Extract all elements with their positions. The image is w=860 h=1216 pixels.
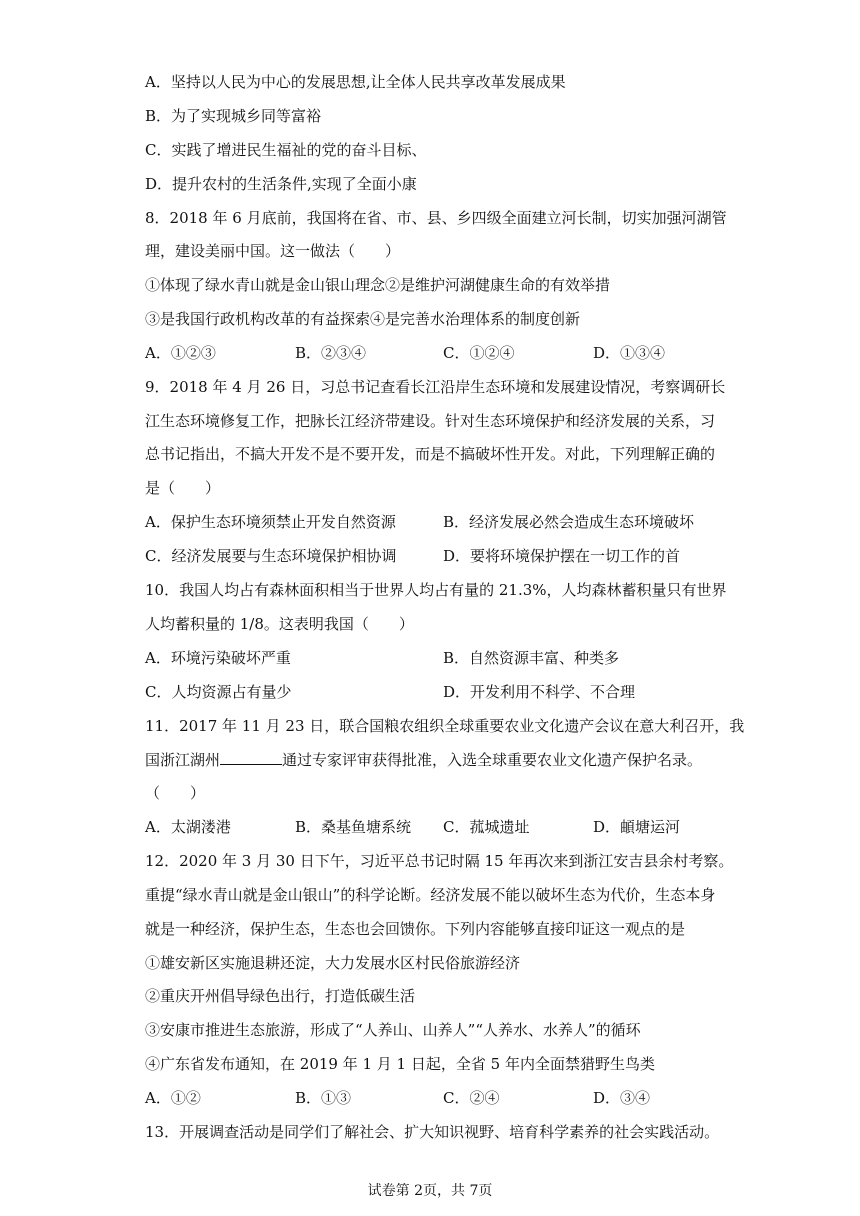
q12-statement-2: ②重庆开州倡导绿色出行，打造低碳生活 [145,987,416,1005]
q7-option-a: A．坚持以人民为中心的发展思想,让全体人民共享改革发展成果 [145,73,566,91]
q10-stem-line1: 10．我国人均占有森林面积相当于世界人均占有量的 21.3%，人均森林蓄积量只有世界 [145,581,727,599]
q9-stem-line1: 9．2018 年 4 月 26 日，习总书记查看长江沿岸生态环境和发展建设情况，考察调研长 [145,378,726,396]
q11-stem-line2 [145,750,702,770]
q9-stem-line2: 江生态环境修复工作，把脉长江经济带建设。针对生态环境保护和经济发展的关系，习 [145,412,716,430]
page-footer: 试卷第 2页，共 7页 [367,1183,493,1199]
q10-stem-line2: 人均蓄积量的 1/8。这表明我国（ ） [145,615,414,633]
q11-stem-line1: 11．2017 年 11 月 23 日，联合国粮农组织全球重要农业文化遗产会议在意大利召开，我 [145,717,745,735]
q7-option-b: B．为了实现城乡同等富裕 [145,107,322,125]
answer-blank [220,750,282,765]
q8-statement-1: ①体现了绿水青山就是金山银山理念②是维护河湖健康生命的有效举措 [145,276,611,294]
q11-stem-line3: （ ） [145,784,206,802]
q8-option-d: D．①③④ [593,344,666,362]
q11-option-c: C．菰城遗址 [443,818,530,836]
q10-option-d: D．开发利用不科学、不合理 [443,683,636,701]
q13-stem-line1: 13．开展调查活动是同学们了解社会、扩大知识视野、培育科学素养的社会实践活动。 [145,1123,720,1141]
q12-statement-1: ①雄安新区实施退耕还淀，大力发展水区村民俗旅游经济 [145,954,521,972]
q8-option-c: C．①②④ [443,344,515,362]
q10-option-c: C．人均资源占有量少 [145,683,292,701]
q8-stem-line1: 8．2018 年 6 月底前，我国将在省、市、县、乡四级全面建立河长制，切实加强河湖管 [145,209,727,227]
q10-option-a: A．环境污染破坏严重 [145,649,291,667]
q8-option-b: B．②③④ [295,344,367,362]
q8-stem-line2: 理，建设美丽中国。这一做法（ ） [145,242,401,260]
q9-stem-line4: 是（ ） [145,479,221,497]
q9-option-a: A．保护生态环境须禁止开发自然资源 [145,513,396,531]
q8-statement-2: ③是我国行政机构改革的有益探索④是完善水治理体系的制度创新 [145,310,581,328]
q10-option-b: B．自然资源丰富、种类多 [443,649,620,667]
q12-option-b: B．①③ [295,1089,352,1107]
q11-stem-line2-end: 通过专家评审获得批准，入选全球重要农业文化遗产保护名录。 [282,751,703,769]
q9-option-c: C．经济发展要与生态环境保护相协调 [145,547,397,565]
q12-stem-line2: 重提“绿水青山就是金山银山”的科学论断。经济发展不能以破坏生态为代价，生态本身 [145,886,716,904]
q9-option-b: B．经济发展必然会造成生态环境破坏 [443,513,695,531]
q7-option-d: D．提升农村的生活条件,实现了全面小康 [145,175,417,193]
q12-stem-line3: 就是一种经济，保护生态，生态也会回馈你。下列内容能够直接印证这一观点的是 [145,920,686,938]
q8-option-a: A．①②③ [145,344,216,362]
q11-option-b: B．桑基鱼塘系统 [295,818,412,836]
q11-stem-line2-start: 国浙江湖州 [145,751,221,769]
q9-stem-line3: 总书记指出，不搞大开发不是不要开发，而是不搞破坏性开发。对此，下列理解正确的 [145,445,716,463]
q11-option-a: A．太湖溇港 [145,818,231,836]
q12-option-d: D．③④ [593,1089,651,1107]
q12-statement-3: ③安康市推进生态旅游，形成了“人养山、山养人”“人养水、水养人”的循环 [145,1021,641,1039]
q12-option-c: C．②④ [443,1089,500,1107]
q12-statement-4: ④广东省发布通知，在 2019 年 1 月 1 日起，全省 5 年内全面禁猎野生鸟类 [145,1055,655,1073]
q7-option-c: C．实践了增进民生福祉的党的奋斗目标、 [145,141,427,159]
q12-option-a: A．①② [145,1089,201,1107]
q12-stem-line1: 12．2020 年 3 月 30 日下午，习近平总书记时隔 15 年再次来到浙江安吉县余村考察。 [145,852,734,870]
q9-option-d: D．要将环境保护摆在一切工作的首 [443,547,681,565]
q11-option-d: D．頔塘运河 [593,818,681,836]
